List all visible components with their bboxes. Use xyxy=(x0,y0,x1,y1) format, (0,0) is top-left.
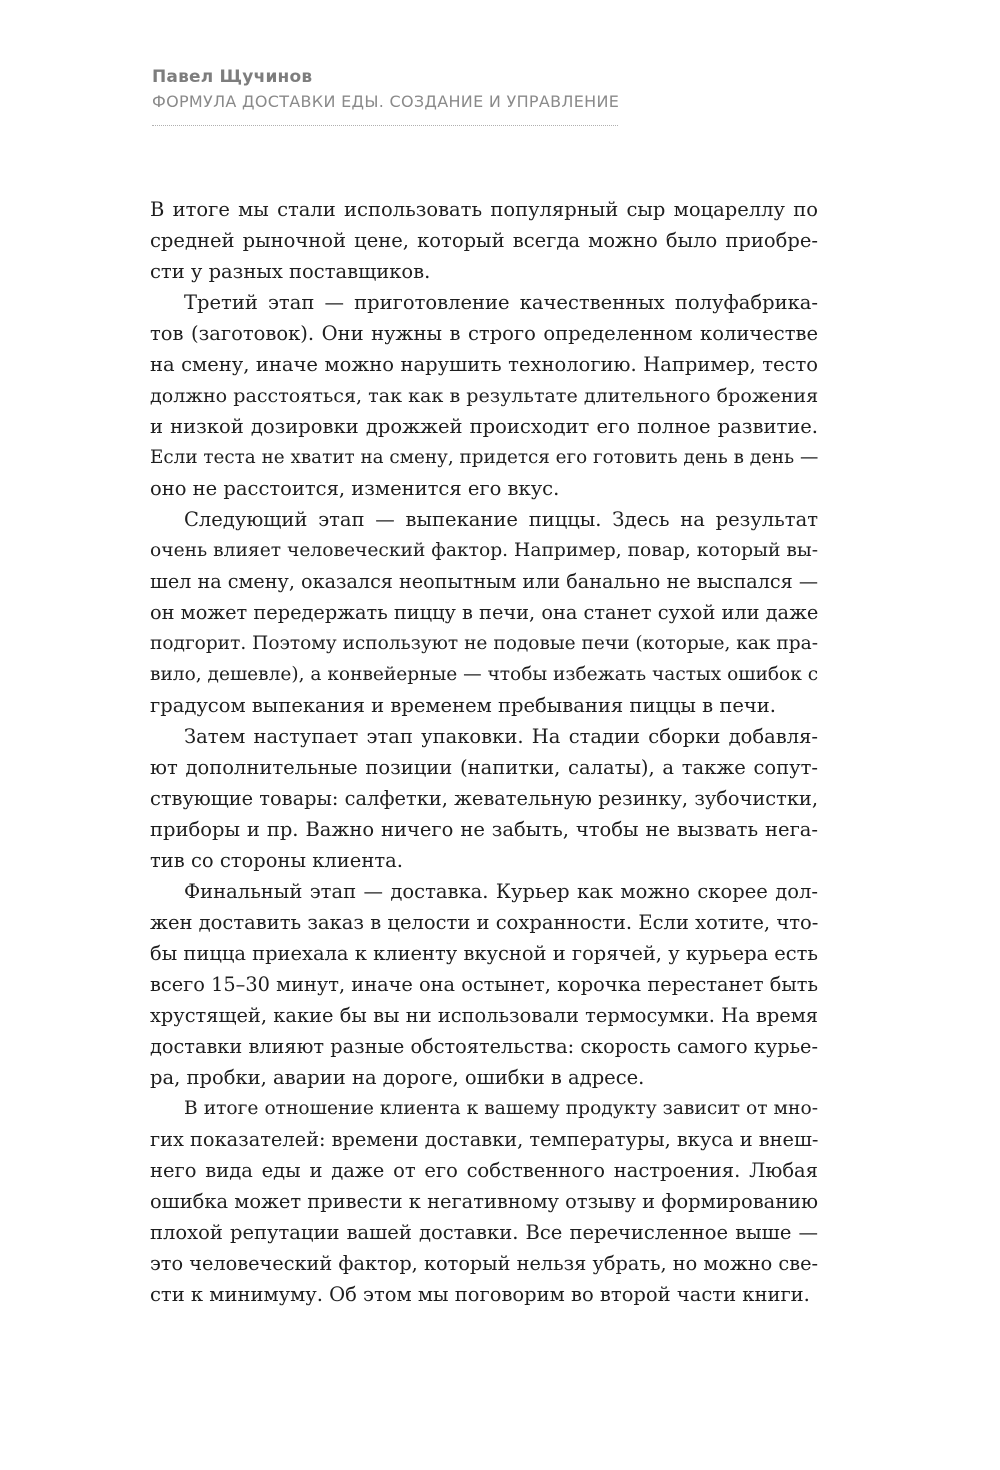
text-line: Финальный этап — доставка. Курьер как можно скорее дол- xyxy=(184,880,818,903)
text-line: Затем наступает этап упаковки. На стадии сборки добавля- xyxy=(184,725,818,748)
text-line: подгорит. Поэтому используют не подовые печи (которые, как пра- xyxy=(150,633,818,654)
running-header xyxy=(152,66,618,126)
text-line: он может передержать пиццу в печи, она станет сухой или даже xyxy=(150,601,819,624)
text-line: на смену, иначе можно нарушить технологию. Например, тесто xyxy=(150,353,818,376)
header-divider xyxy=(152,125,618,126)
paragraph xyxy=(150,287,818,504)
text-line: и низкой дозировки дрожжей происходит его полное развитие. xyxy=(150,415,818,438)
text-line: него вида еды и даже от его собственного настроения. Любая xyxy=(150,1159,818,1182)
text-line: всего 15–30 минут, иначе она остынет, корочка перестанет быть xyxy=(150,973,818,996)
text-line: бы пицца приехала к клиенту вкусной и горячей, у курьера есть xyxy=(150,942,818,965)
text-line: шел на смену, оказался неопытным или банально не выспался — xyxy=(150,570,818,593)
text-line: хрустящей, какие бы вы ни использовали термосумки. На время xyxy=(150,1004,818,1027)
text-line: градусом выпекания и временем пребывания пиццы в печи. xyxy=(150,694,776,717)
paragraph xyxy=(150,1093,818,1310)
text-line: тив со стороны клиента. xyxy=(150,849,403,872)
text-line: ют дополнительные позиции (напитки, салаты), а также сопут- xyxy=(150,756,818,779)
text-line: вило, дешевле), а конвейерные — чтобы избежать частых ошибок с xyxy=(150,664,819,685)
text-line: тов (заготовок). Они нужны в строго определенном количестве xyxy=(150,322,818,345)
paragraph xyxy=(150,876,818,1093)
text-line: ствующие товары: салфетки, жевательную резинку, зубочистки, xyxy=(150,787,818,810)
text-line: это человеческий фактор, который нельзя убрать, но можно све- xyxy=(150,1252,818,1275)
text-line: приборы и пр. Важно ничего не забыть, чтобы не вызвать нега- xyxy=(150,818,818,841)
text-line: жен доставить заказ в целости и сохранности. Если хотите, что- xyxy=(150,911,819,934)
text-line: средней рыночной цене, который всегда можно было приобре- xyxy=(150,229,818,252)
text-line: Если теста не хватит на смену, придется его готовить день в день — xyxy=(150,447,819,468)
text-line: гих показателей: времени доставки, температуры, вкуса и внеш- xyxy=(150,1128,819,1151)
text-line: Следующий этап — выпекание пиццы. Здесь на результат xyxy=(184,508,818,531)
text-line: доставки влияют разные обстоятельства: скорость самого курье- xyxy=(150,1035,818,1058)
paragraph xyxy=(150,721,818,876)
text-line: В итоге мы стали использовать популярный сыр моцареллу по xyxy=(150,198,818,221)
text-line: В итоге отношение клиента к вашему продукту зависит от мно- xyxy=(184,1098,818,1119)
book-title: ФОРМУЛА ДОСТАВКИ ЕДЫ. СОЗДАНИЕ И УПРАВЛЕНИЕ xyxy=(152,92,620,111)
text-line: ра, пробки, аварии на дороге, ошибки в адресе. xyxy=(150,1066,645,1089)
text-line: сти у разных поставщиков. xyxy=(150,260,431,283)
text-line: оно не расстоится, изменится его вкус. xyxy=(150,477,560,500)
paragraph xyxy=(150,194,818,287)
paragraph xyxy=(150,504,818,721)
text-line: должно расстояться, так как в результате длительного брожения xyxy=(150,384,819,407)
text-line: плохой репутации вашей доставки. Все перечисленное выше — xyxy=(150,1221,818,1244)
text-line: Третий этап — приготовление качественных полуфабрика- xyxy=(184,291,818,314)
body-text xyxy=(150,194,818,1310)
text-line: ошибка может привести к негативному отзыву и формированию xyxy=(150,1190,818,1213)
text-line: сти к минимуму. Об этом мы поговорим во второй части книги. xyxy=(150,1283,810,1306)
text-line: очень влияет человеческий фактор. Например, повар, который вы- xyxy=(150,540,818,561)
author-name: Павел Щучинов xyxy=(152,67,313,87)
